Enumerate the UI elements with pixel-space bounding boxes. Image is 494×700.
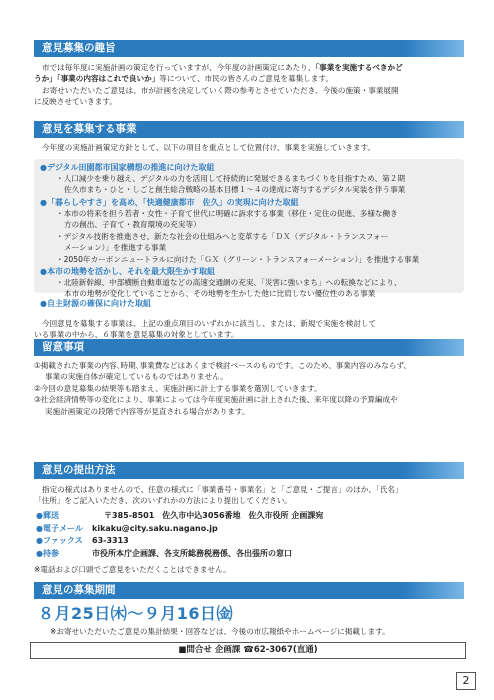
section-heading-projects: 意見を募集する事業 [34, 121, 464, 138]
notes-list [34, 360, 466, 417]
intro-p1b: 「事業を実施するべきかど [315, 63, 403, 72]
page-number: 2 [456, 672, 476, 690]
submission-lead-line1: 指定の様式はありませんので、任意の様式に「事業番号・事業名」と「ご意見・ご提言」のほか、「氏名」 [42, 485, 403, 494]
bullet-line: ・2050年カーボンニュートラルに向けた「ＧＸ（グリーン・トランスフォーメーション）」を推進する事業 [56, 254, 420, 264]
method-label: ●ファックス [36, 536, 83, 546]
projects-after-line2: いる事業の中から、６事業を意見募集の対象としています。 [34, 330, 239, 340]
projects-after-line1: 今回意見を募集する事業は、上記の重点項目のいずれかに該当し、または、新規で実施を検討して [42, 319, 377, 328]
period-dates: ８月25日㈭～９月16日㈮ [38, 604, 234, 623]
projects-lead: 今年度の実施計画策定方針として、以下の項目を重点として位置付け、事業を実施していきます。 [42, 143, 376, 152]
bullet-line: 佐久市まち・ひと・しごと創生総合戦略の基本目標１～４の達成に寄与するデジタル実装を伴う事業 [64, 185, 406, 195]
intro-p1d: 等について、市民の皆さんのご意見を募集します。 [159, 74, 334, 84]
method-value: 〒385-8501 佐久市中込3056番地 佐久市役所 企画課宛 [104, 511, 324, 521]
method-value: 63-3313 [92, 536, 129, 546]
method-row-in-person [36, 548, 466, 561]
note-3a: ③社会経済情勢等の変化により、事業によっては今年度実施計画に計上された後、来年度以降の予算編成や [34, 395, 398, 405]
note-1a: ①掲載された事業の内容､時期､事業費などはあくまで検討ベースのものです。このため、事業内容のみならず、 [34, 361, 411, 370]
bullet-line: ・本市の将来を担う若者・女性・子育て世代に明確に訴求する事業（移住・定住の促進、多様な働き [56, 209, 398, 218]
email-link[interactable]: kikaku@city.saku.nagano.jp [92, 523, 218, 533]
method-row-email [36, 523, 466, 536]
section-heading-purpose: 意見募集の趣旨 [34, 40, 464, 57]
priority-heading-geography: ●本市の地勢を活かし、それを最大限生かす取組 [40, 267, 215, 276]
intro-p2a: お寄せいただいたご意見は、市が計画を決定していく際の参考とさせていただき、今後の施策・事業展開 [42, 85, 399, 95]
intro-p1a: 市では毎年度に実施計画の策定を行っていますが、今年度の計画策定にあたり、 [42, 63, 316, 72]
method-label: ●電子メール [36, 523, 83, 533]
priority-bullets-digital [56, 173, 456, 196]
note-1b: 事業の実施自体が確定しているものではありません。 [45, 372, 228, 382]
method-label: ●郵送 [36, 511, 59, 521]
intro-text [34, 62, 464, 108]
bullet-line: ・北陸新幹線、中部横断自動車道などの高速交通網の充実、「災害に強いまち」への転換などにより、 [56, 278, 402, 287]
bullet-line: 本市の地勢が変化していることから、その地勢を生かした他に比肩しない優位性のある事業 [64, 289, 376, 299]
section-heading-submission: 意見の提出方法 [34, 462, 464, 479]
submission-lead-line2: 「住所」をご記入いただき、次のいずれかの方法により提出してください。 [34, 496, 292, 506]
priority-heading-livability: ●「暮らしやすさ」を高め、「快適健康都市 佐久」の実現に向けた取組 [40, 198, 299, 207]
bullet-line: 方の創出、子育て・教育環境の充実等） [64, 220, 201, 230]
submission-lead [34, 484, 464, 507]
section-heading-notes: 留意事項 [34, 339, 464, 356]
priority-bullets-livability [56, 208, 456, 265]
inquiry-box: ■問合せ 企画課 ☎62-3067(直通) [30, 642, 466, 659]
intro-p1c: うか」「事業の内容はこれで良いか」 [34, 74, 160, 84]
submission-methods [36, 510, 466, 560]
section-heading-period: 意見の募集期間 [34, 582, 464, 599]
submission-note: ※電話および口頭でご意見をいただくことはできません。 [34, 565, 231, 574]
priority-heading-finance: ●自主財源の確保に向けた取組 [40, 299, 151, 308]
note-3b: 実施計画策定の段階で内容等が見直される場合があります。 [45, 406, 250, 416]
bullet-line: メーション）」を推進する事業 [64, 243, 167, 253]
method-value: 市役所本庁企画課、各支所総務税務係、各出張所の窓口 [92, 548, 292, 558]
method-row-mail [36, 510, 466, 523]
projects-after-text [34, 318, 464, 341]
period-note: ※お寄せいただいたご意見の集計結果・回答などは、今後の市広報紙やホームページに掲載します。 [50, 627, 390, 636]
note-2: ②今回の意見募集の結果等も踏まえ、実施計画に計上する事業を選別していきます。 [34, 383, 322, 393]
method-row-fax [36, 535, 466, 548]
method-label: ●持参 [36, 548, 59, 558]
priority-heading-digital: ●デジタル田園都市国家構想の推進に向けた取組 [40, 163, 215, 172]
intro-p2b: に反映させていきます。 [34, 97, 117, 107]
priority-bullets-geography [56, 277, 456, 300]
bullet-line: ・人口減少を乗り越え、デジタルの力を活用して持続的に発展できるまちづくりを目指すため、第２期 [56, 174, 405, 183]
bullet-line: ・デジタル技術を推進させ、新たな社会の仕組みへと変革する「ＤＸ（デジタル・トランスフォー [56, 231, 389, 241]
